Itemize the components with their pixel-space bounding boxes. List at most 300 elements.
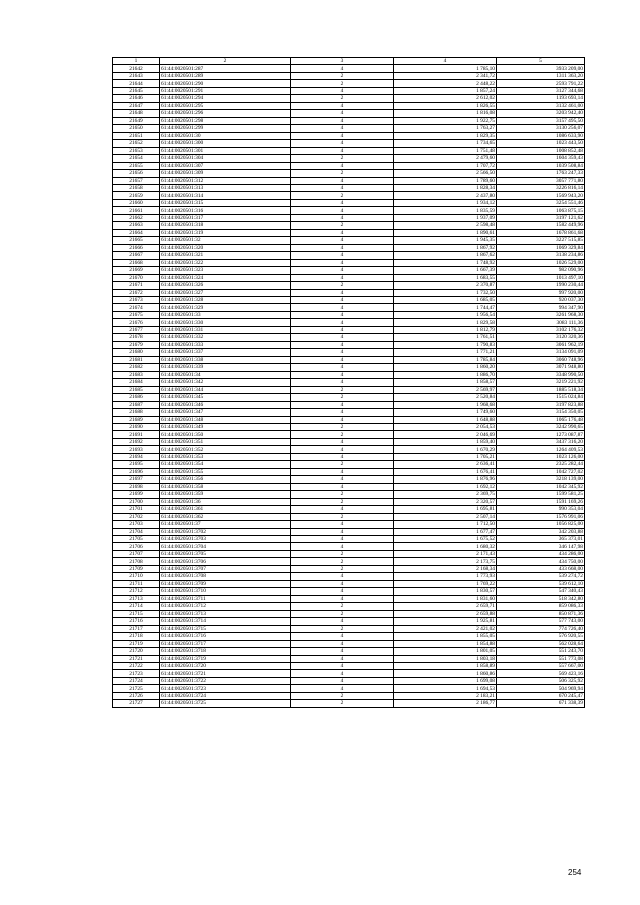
table-cell: 1086 633,90 — [497, 132, 585, 139]
table-cell: 21668 — [113, 259, 160, 266]
table-row — [113, 394, 585, 401]
table-cell: 21724 — [113, 677, 160, 684]
table-row — [113, 677, 585, 684]
table-cell: 21707 — [113, 550, 160, 557]
table-cell: 434 750,00 — [497, 558, 585, 565]
table-cell: 342 203,88 — [497, 528, 585, 535]
table-cell: 21712 — [113, 588, 160, 595]
table-cell: 547 340,43 — [497, 588, 585, 595]
table-cell: 21667 — [113, 252, 160, 259]
table-cell: 61:44:0020501:333 — [160, 341, 291, 348]
table-cell: 4 — [291, 655, 394, 662]
table-cell: 2 659,71 — [394, 603, 497, 610]
table-cell: 4 — [291, 311, 394, 318]
table-row — [113, 543, 585, 550]
table-cell: 61:44:0020501:309 — [160, 170, 291, 177]
table-cell: 4 — [291, 453, 394, 460]
table-row — [113, 453, 585, 460]
table-cell: 1 831,60 — [394, 595, 497, 602]
table-row — [113, 625, 585, 632]
table-cell: 2 — [291, 491, 394, 498]
table-cell: 1 677,47 — [394, 528, 497, 535]
table-cell: 2 046,69 — [394, 431, 497, 438]
table-cell: 4 — [291, 125, 394, 132]
table-row — [113, 192, 585, 199]
table-cell: 1515 024,84 — [497, 394, 585, 401]
table-cell: 1 744,47 — [394, 304, 497, 311]
table-row — [113, 416, 585, 423]
table-cell: 21647 — [113, 102, 160, 109]
table-cell: 61:44:0020501:324 — [160, 274, 291, 281]
table-cell: 365 373,01 — [497, 536, 585, 543]
table-row — [113, 550, 585, 557]
table-cell: 21661 — [113, 207, 160, 214]
table-cell: 4 — [291, 102, 394, 109]
table-cell: 671 338,39 — [497, 700, 585, 707]
table-cell: 21665 — [113, 237, 160, 244]
table-cell: 1 667,39 — [394, 267, 497, 274]
table-cell: 21703 — [113, 521, 160, 528]
table-cell: 61:44:0020501:301 — [160, 147, 291, 154]
table-cell: 1 828,34 — [394, 184, 497, 191]
table-cell: 4 — [291, 274, 394, 281]
table-cell: 990 353,04 — [497, 506, 585, 513]
table-row — [113, 618, 585, 625]
table-cell: 434 286,00 — [497, 550, 585, 557]
table-cell: 4 — [291, 87, 394, 94]
table-cell: 21642 — [113, 65, 160, 72]
table-cell: 562 028,64 — [497, 640, 585, 647]
table-cell: 3071 948,80 — [497, 364, 585, 371]
table-cell: 21718 — [113, 633, 160, 640]
table-row — [113, 304, 585, 311]
table-cell: 21720 — [113, 648, 160, 655]
table-cell: 557 667,00 — [497, 662, 585, 669]
table-cell: 3227 515,85 — [497, 237, 585, 244]
table-cell: 4 — [291, 476, 394, 483]
column-header-4: 4 — [394, 58, 497, 65]
table-cell: 2 173,75 — [394, 558, 497, 565]
table-row — [113, 536, 585, 543]
table-row — [113, 274, 585, 281]
table-cell: 4 — [291, 528, 394, 535]
table-cell: 3933 209,00 — [497, 65, 585, 72]
table-row — [113, 401, 585, 408]
table-row — [113, 423, 585, 430]
table-row — [113, 170, 585, 177]
table-cell: 2 — [291, 565, 394, 572]
table-cell: 1 826,55 — [394, 102, 497, 109]
table-cell: 4 — [291, 229, 394, 236]
table-cell: 4 — [291, 640, 394, 647]
table-row — [113, 468, 585, 475]
table-cell: 1 925,81 — [394, 618, 497, 625]
table-cell: 4 — [291, 677, 394, 684]
table-cell: 2 — [291, 170, 394, 177]
table-cell: 4 — [291, 304, 394, 311]
table-cell: 4 — [291, 110, 394, 117]
table-cell: 61:44:0020501:345 — [160, 394, 291, 401]
table-cell: 3254 551,46 — [497, 199, 585, 206]
table-cell: 4 — [291, 506, 394, 513]
table-row — [113, 558, 585, 565]
table-cell: 21708 — [113, 558, 160, 565]
table-cell: 1 956,54 — [394, 311, 497, 318]
table-cell: 2 520,84 — [394, 394, 497, 401]
table-cell: 61:44:0020501:3715 — [160, 625, 291, 632]
table-cell: 61:44:0020501:3703 — [160, 536, 291, 543]
table-cell: 518 342,80 — [497, 595, 585, 602]
table-cell: 1 937,09 — [394, 214, 497, 221]
table-cell: 1 773,93 — [394, 573, 497, 580]
table-cell: 61:44:0020501:329 — [160, 304, 291, 311]
table-cell: 1 829,35 — [394, 132, 497, 139]
table-cell: 61:44:0020501:298 — [160, 117, 291, 124]
table-cell: 2 341,72 — [394, 72, 497, 79]
table-cell: 1 830,57 — [394, 588, 497, 595]
table-cell: 61:44:0020501:3713 — [160, 610, 291, 617]
table-cell: 4 — [291, 595, 394, 602]
table-cell: 21644 — [113, 80, 160, 87]
table-cell: 2 — [291, 95, 394, 102]
table-cell: 2 569,97 — [394, 386, 497, 393]
table-cell: 1569 943,20 — [497, 192, 585, 199]
table-cell: 4 — [291, 132, 394, 139]
table-cell: 4 — [291, 289, 394, 296]
table-cell: 1 751,48 — [394, 147, 497, 154]
table-row — [113, 72, 585, 79]
table-body — [113, 65, 585, 707]
table-row — [113, 341, 585, 348]
table-cell: 61:44:0020501:318 — [160, 222, 291, 229]
table-row — [113, 229, 585, 236]
table-cell: 1582 449,96 — [497, 222, 585, 229]
table-row — [113, 565, 585, 572]
table-cell: 1311 363,20 — [497, 72, 585, 79]
table-cell: 21649 — [113, 117, 160, 124]
table-cell: 61:44:0020501:314 — [160, 192, 291, 199]
table-cell: 21672 — [113, 289, 160, 296]
table-cell: 2 — [291, 692, 394, 699]
table-cell: 1 695,81 — [394, 506, 497, 513]
table-cell: 61:44:0020501:3716 — [160, 633, 291, 640]
table-cell: 61:44:0020501:304 — [160, 155, 291, 162]
table-row — [113, 595, 585, 602]
table-cell: 2 — [291, 461, 394, 468]
table-cell: 4 — [291, 140, 394, 147]
table-cell: 2 — [291, 192, 394, 199]
table-cell: 21658 — [113, 184, 160, 191]
table-cell: 1 812,79 — [394, 326, 497, 333]
table-cell: 61:44:0020501:321 — [160, 252, 291, 259]
table-cell: 4 — [291, 259, 394, 266]
table-cell: 2 437,80 — [394, 192, 497, 199]
table-cell: 1 858,57 — [394, 379, 497, 386]
table-cell: 4 — [291, 483, 394, 490]
table-cell: 1 692,12 — [394, 483, 497, 490]
table-row — [113, 252, 585, 259]
table-cell: 61:44:0020501:3723 — [160, 685, 291, 692]
table-cell: 2 — [291, 700, 394, 707]
table-row — [113, 521, 585, 528]
table-cell: 3261 968,30 — [497, 311, 585, 318]
table-cell: 1 732,50 — [394, 289, 497, 296]
table-cell: 21717 — [113, 625, 160, 632]
table-cell: 61:44:0020501:3711 — [160, 595, 291, 602]
table-cell: 3437 316,20 — [497, 438, 585, 445]
table-row — [113, 207, 585, 214]
table-cell: 61:44:0020501:348 — [160, 416, 291, 423]
table-cell: 1 749,60 — [394, 409, 497, 416]
table-cell: 2 — [291, 625, 394, 632]
table-row — [113, 177, 585, 184]
table-cell: 1 648,88 — [394, 416, 497, 423]
table-cell: 3219 221,92 — [497, 379, 585, 386]
table-row — [113, 655, 585, 662]
table-cell: 3130 256,07 — [497, 125, 585, 132]
table-cell: 1 876,96 — [394, 476, 497, 483]
table-cell: 4 — [291, 237, 394, 244]
table-cell: 61:44:0020501:296 — [160, 110, 291, 117]
table-cell: 2 320,57 — [394, 498, 497, 505]
table-cell: 1 829,58 — [394, 319, 497, 326]
table-cell: 61:44:0020501:3718 — [160, 648, 291, 655]
table-row — [113, 140, 585, 147]
table-cell: 21691 — [113, 431, 160, 438]
table-cell: 61:44:0020501:3707 — [160, 565, 291, 572]
table-row — [113, 132, 585, 139]
table-cell: 21669 — [113, 267, 160, 274]
table-row — [113, 110, 585, 117]
table-row — [113, 513, 585, 520]
table-cell: 21709 — [113, 565, 160, 572]
table-cell: 850 871,36 — [497, 610, 585, 617]
table-cell: 1 858,89 — [394, 662, 497, 669]
table-cell: 2 — [291, 222, 394, 229]
table-cell: 4 — [291, 65, 394, 72]
table-cell: 61:44:0020501:3708 — [160, 573, 291, 580]
table-cell: 2 — [291, 80, 394, 87]
table-cell: 21682 — [113, 364, 160, 371]
table-cell: 61:44:0020501:36 — [160, 498, 291, 505]
table-cell: 3242 990,65 — [497, 423, 585, 430]
table-cell: 21643 — [113, 72, 160, 79]
table-row — [113, 379, 585, 386]
table-cell: 1 867,92 — [394, 244, 497, 251]
table-cell: 1 763,27 — [394, 125, 497, 132]
table-cell: 21722 — [113, 662, 160, 669]
table-cell: 1 890,61 — [394, 229, 497, 236]
table-cell: 4 — [291, 588, 394, 595]
table-row — [113, 386, 585, 393]
table-cell: 2 168,34 — [394, 565, 497, 572]
table-row — [113, 125, 585, 132]
table-cell: 4 — [291, 184, 394, 191]
table-cell: 21684 — [113, 379, 160, 386]
table-cell: 1 707,72 — [394, 162, 497, 169]
table-cell: 61:44:0020501:3722 — [160, 677, 291, 684]
table-cell: 61:44:0020501:320 — [160, 244, 291, 251]
table-cell: 2 — [291, 394, 394, 401]
table-cell: 1 705,21 — [394, 453, 497, 460]
table-cell: 61:44:0020501:3714 — [160, 618, 291, 625]
table-cell: 4 — [291, 207, 394, 214]
table-cell: 2 612,02 — [394, 95, 497, 102]
table-cell: 1678 861,68 — [497, 229, 585, 236]
table-row — [113, 102, 585, 109]
table-row — [113, 311, 585, 318]
table-cell: 2 507,14 — [394, 513, 497, 520]
table-cell: 61:44:0020501:347 — [160, 409, 291, 416]
table-cell: 774 726,40 — [497, 625, 585, 632]
table-row — [113, 700, 585, 707]
table-cell: 2 — [291, 610, 394, 617]
table-cell: 2 186,77 — [394, 700, 497, 707]
table-cell: 1591 169,26 — [497, 498, 585, 505]
table-cell: 1 683,55 — [394, 274, 497, 281]
table-cell: 61:44:0020501:327 — [160, 289, 291, 296]
table-row — [113, 483, 585, 490]
table-row — [113, 640, 585, 647]
table-cell: 21710 — [113, 573, 160, 580]
table-cell: 2 636,41 — [394, 461, 497, 468]
table-cell: 4 — [291, 341, 394, 348]
table-cell: 4 — [291, 371, 394, 378]
table-row — [113, 610, 585, 617]
table-cell: 61:44:0020501:354 — [160, 461, 291, 468]
column-header-2: 2 — [160, 58, 291, 65]
table-cell: 3197 823,88 — [497, 401, 585, 408]
table-cell: 1039 508,84 — [497, 162, 585, 169]
table-cell: 61:44:0020501:316 — [160, 207, 291, 214]
table-cell: 3120 320,36 — [497, 334, 585, 341]
table-cell: 21681 — [113, 356, 160, 363]
table-cell: 997 920,00 — [497, 289, 585, 296]
table-cell: 1042 345,92 — [497, 483, 585, 490]
table-cell: 21660 — [113, 199, 160, 206]
table-cell: 1 857,24 — [394, 87, 497, 94]
table-cell: 21727 — [113, 700, 160, 707]
table-cell: 1 803,18 — [394, 655, 497, 662]
table-cell: 21651 — [113, 132, 160, 139]
table-cell: 21664 — [113, 229, 160, 236]
table-cell: 1 699,08 — [394, 677, 497, 684]
table-cell: 2 — [291, 550, 394, 557]
table-cell: 21688 — [113, 409, 160, 416]
table-cell: 1990 230,44 — [497, 282, 585, 289]
table-cell: 61:44:0020501:351 — [160, 438, 291, 445]
table-cell: 61:44:0020501:287 — [160, 65, 291, 72]
table-row — [113, 506, 585, 513]
table-cell: 21671 — [113, 282, 160, 289]
table-cell: 21674 — [113, 304, 160, 311]
table-cell: 61:44:0020501:299 — [160, 125, 291, 132]
table-cell: 1 712,50 — [394, 521, 497, 528]
table-cell: 21693 — [113, 446, 160, 453]
table-cell: 4 — [291, 409, 394, 416]
table-row — [113, 155, 585, 162]
table-cell: 1885 518,34 — [497, 386, 585, 393]
table-cell: 21705 — [113, 536, 160, 543]
table-cell: 3203 942,40 — [497, 110, 585, 117]
table-cell: 61:44:0020501:3725 — [160, 700, 291, 707]
table-cell: 61:44:0020501:3709 — [160, 580, 291, 587]
table-cell: 1013 497,10 — [497, 274, 585, 281]
table-cell: 61:44:0020501:352 — [160, 446, 291, 453]
table-row — [113, 162, 585, 169]
table-cell: 4 — [291, 685, 394, 692]
table-cell: 21673 — [113, 297, 160, 304]
table-row — [113, 282, 585, 289]
table-row — [113, 244, 585, 251]
table-cell: 569 423,16 — [497, 670, 585, 677]
table-cell: 61:44:0020501:356 — [160, 476, 291, 483]
table-cell: 21683 — [113, 371, 160, 378]
table-row — [113, 80, 585, 87]
table-row — [113, 65, 585, 72]
table-cell: 21659 — [113, 192, 160, 199]
table-cell: 4 — [291, 618, 394, 625]
table-row — [113, 214, 585, 221]
table-cell: 61:44:0020501:337 — [160, 349, 291, 356]
table-cell: 61:44:0020501:294 — [160, 95, 291, 102]
table-cell: 3226 816,14 — [497, 184, 585, 191]
table-cell: 3134 091,09 — [497, 349, 585, 356]
table-cell: 21679 — [113, 341, 160, 348]
table-cell: 1 854,88 — [394, 640, 497, 647]
table-cell: 4 — [291, 349, 394, 356]
table-cell: 21695 — [113, 461, 160, 468]
table-row — [113, 461, 585, 468]
table-cell: 1 771,21 — [394, 349, 497, 356]
table-cell: 21698 — [113, 483, 160, 490]
table-cell: 4 — [291, 670, 394, 677]
table-row — [113, 446, 585, 453]
table-cell: 4 — [291, 117, 394, 124]
table-cell: 21726 — [113, 692, 160, 699]
table-row — [113, 199, 585, 206]
table-cell: 4 — [291, 543, 394, 550]
table-cell: 4 — [291, 199, 394, 206]
table-row — [113, 349, 585, 356]
table-cell: 61:44:0020501:349 — [160, 423, 291, 430]
table-cell: 2 171,43 — [394, 550, 497, 557]
table-cell: 61:44:0020501:313 — [160, 184, 291, 191]
table-cell: 21657 — [113, 177, 160, 184]
header-row — [113, 58, 585, 65]
table-cell: 1 801,05 — [394, 648, 497, 655]
table-cell: 61:44:0020501:3705 — [160, 550, 291, 557]
table-cell: 4 — [291, 573, 394, 580]
table-cell: 61:44:0020501:326 — [160, 282, 291, 289]
table-cell: 346 147,98 — [497, 543, 585, 550]
table-cell: 670 245,47 — [497, 692, 585, 699]
table-cell: 1 785,10 — [394, 65, 497, 72]
table-cell: 4 — [291, 648, 394, 655]
table-cell: 61:44:0020501:3717 — [160, 640, 291, 647]
column-header-5: 5 — [497, 58, 585, 65]
table-cell: 61:44:0020501:350 — [160, 431, 291, 438]
table-cell: 61:44:0020501:3710 — [160, 588, 291, 595]
table-cell: 4 — [291, 416, 394, 423]
table-row — [113, 237, 585, 244]
table-cell: 2 054,53 — [394, 423, 497, 430]
table-cell: 1 761,51 — [394, 334, 497, 341]
table-row — [113, 573, 585, 580]
table-cell: 2 — [291, 282, 394, 289]
table-row — [113, 326, 585, 333]
table-cell: 21670 — [113, 274, 160, 281]
